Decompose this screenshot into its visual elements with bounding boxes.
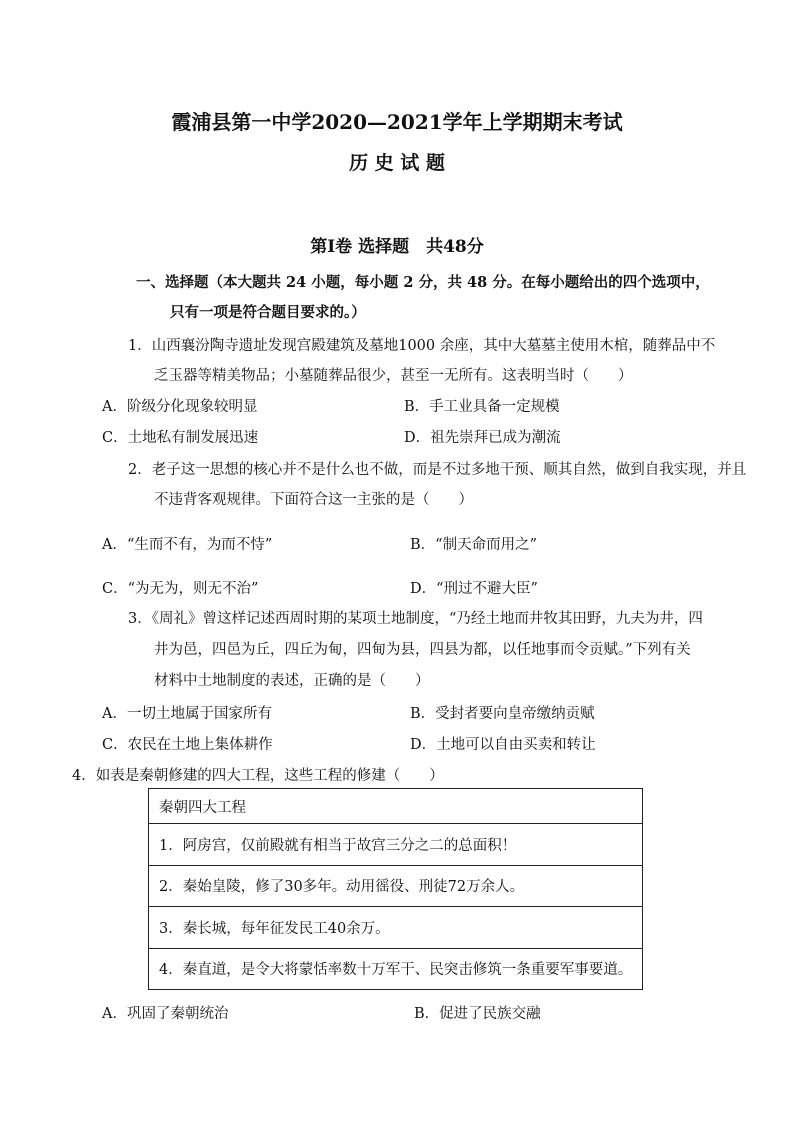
question-3-stem-line1: 3．《周礼》曾这样记述西周时期的某项土地制度，“乃经土地而井牧其田野，九夫为井，四	[128, 611, 703, 627]
question-2-option-b[interactable]: B．“制天命而用之”	[410, 537, 537, 553]
question-1-option-b[interactable]: B．手工业具备一定规模	[404, 399, 560, 415]
table-row	[149, 907, 643, 949]
question-4-stem: 4．如表是秦朝修建的四大工程，这些工程的修建（ ）	[72, 768, 444, 784]
question-1-option-a[interactable]: A．阶级分化现象较明显	[102, 399, 258, 415]
question-2-stem-line2: 不违背客观规律。下面符合这一主张的是（ ）	[154, 492, 473, 508]
section-title: 第Ⅰ卷 选择题 共48分	[310, 237, 484, 257]
question-3-option-d[interactable]: D．土地可以自由买卖和转让	[410, 737, 596, 753]
question-3-option-b[interactable]: B．受封者要向皇帝缴纳贡赋	[410, 706, 595, 722]
exam-subtitle: 历 史 试 题	[349, 152, 445, 174]
exam-title: 霞浦县第一中学2020—2021学年上学期期末考试	[171, 110, 623, 134]
table-cell: 4．秦直道，是令大将蒙恬率数十万军干、民突击修筑一条重要军事要道。	[149, 948, 643, 990]
question-3-stem-line2: 井为邑，四邑为丘，四丘为甸，四甸为县，四县为都，以任地事而令贡赋。”下列有关	[154, 642, 691, 658]
table-row	[149, 865, 643, 907]
question-2-stem-line1: 2．老子这一思想的核心并不是什么也不做，而是不过多地干预、顺其自然，做到自我实现，并且	[128, 462, 747, 478]
instruction-prefix: 一、选择题（	[136, 274, 223, 291]
question-3-stem-line3: 材料中土地制度的表述，正确的是（ ）	[154, 673, 430, 689]
question-2-option-d[interactable]: D．“刑过不避大臣”	[410, 581, 538, 597]
qin-projects-table	[148, 788, 643, 990]
question-1-stem-line2: 乏玉器等精美物品；小墓随葬品很少，甚至一无所有。这表明当时（ ）	[154, 368, 633, 384]
question-4-option-b[interactable]: B．促进了民族交融	[414, 1006, 541, 1022]
instruction-text: 本大题共 24 小题，每小题 2 分，共 48 分。在每小题给出的四个选项中，	[223, 274, 710, 291]
table-row	[149, 789, 643, 824]
table-header-cell: 秦朝四大工程	[149, 789, 643, 824]
question-2-option-a[interactable]: A．“生而不有，为而不恃”	[102, 537, 273, 553]
question-1-option-c[interactable]: C．土地私有制发展迅速	[102, 430, 259, 446]
table-row	[149, 824, 643, 866]
table-row	[149, 948, 643, 990]
question-3-option-a[interactable]: A．一切土地属于国家所有	[102, 706, 272, 722]
question-1-option-d[interactable]: D．祖先崇拜已成为潮流	[404, 430, 561, 446]
question-4-option-a[interactable]: A．巩固了秦朝统治	[102, 1006, 229, 1022]
table-cell: 1．阿房宫，仅前殿就有相当于故宫三分之二的总面积！	[149, 824, 643, 866]
table-cell: 2．秦始皇陵，修了30多年。动用徭役、刑徒72万余人。	[149, 865, 643, 907]
question-2-option-c[interactable]: C．“为无为，则无不治”	[102, 581, 259, 597]
section-instruction-line2: 只有一项是符合题目要求的。）	[170, 304, 366, 321]
question-1-stem-line1: 1．山西襄汾陶寺遗址发现宫殿建筑及墓地1000 余座，其中大墓墓主使用木棺，随葬品中不	[128, 338, 716, 354]
section-instruction	[136, 271, 710, 292]
question-3-option-c[interactable]: C．农民在土地上集体耕作	[102, 737, 273, 753]
table-cell: 3．秦长城，每年征发民工40余万。	[149, 907, 643, 949]
